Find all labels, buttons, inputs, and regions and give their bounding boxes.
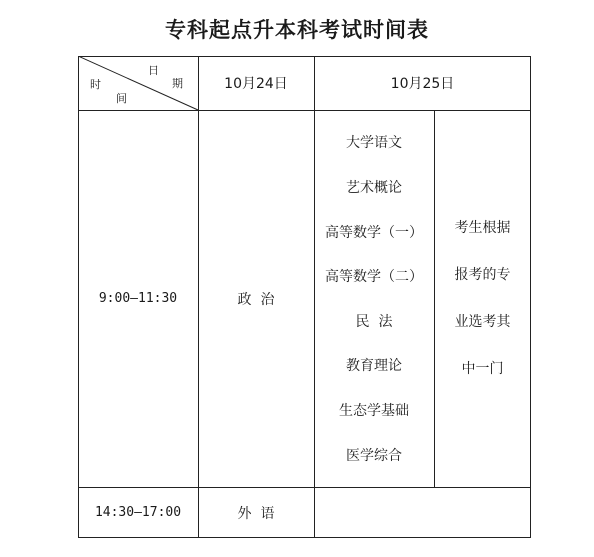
list-item: 生态学基础 [339, 403, 409, 420]
note-line: 考生根据 [454, 219, 511, 236]
page-title: 专科起点升本科考试时间表 [165, 17, 429, 42]
row1-day2-subject-list [314, 110, 434, 487]
note-line: 报考的专 [454, 266, 511, 283]
header-day2: 10月25日 [390, 76, 455, 92]
list-item: 艺术概论 [346, 179, 402, 196]
corner-label-date: 日 [148, 64, 159, 77]
list-item: 教育理论 [346, 358, 402, 375]
header-day1: 10月24日 [224, 76, 288, 92]
row2-day2-empty [314, 487, 531, 538]
row1-day2-note [434, 110, 531, 487]
corner-label-between: 间 [116, 92, 127, 105]
row2-day1-subject: 外 语 [237, 505, 275, 522]
note-line: 中一门 [461, 360, 504, 377]
list-item: 高等数学（一） [325, 224, 423, 241]
row1-time: 9:00—11:30 [98, 291, 178, 306]
list-item: 大学语文 [346, 135, 402, 152]
list-item: 高等数学（二） [325, 269, 423, 286]
list-item: 医学综合 [346, 447, 402, 464]
note-line: 业选考其 [454, 313, 511, 330]
row2-time: 14:30—17:00 [94, 505, 182, 520]
corner-label-time: 时 [90, 78, 101, 91]
row1-day1-subject: 政 治 [237, 291, 275, 308]
list-item: 民 法 [355, 313, 393, 330]
corner-label-period: 期 [172, 77, 183, 90]
